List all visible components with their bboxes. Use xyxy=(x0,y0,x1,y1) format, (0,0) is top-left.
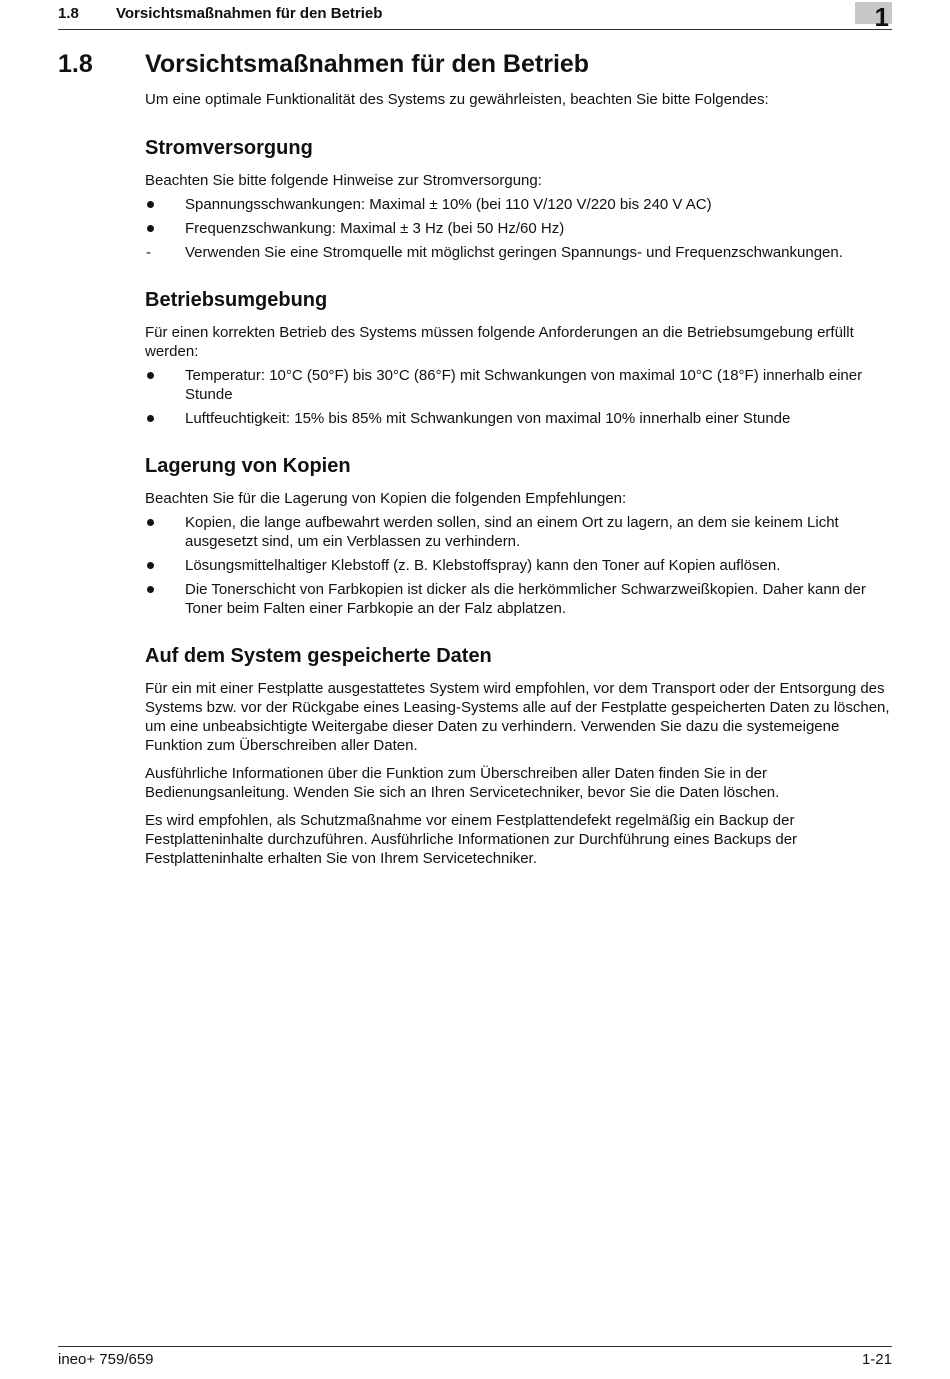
header-section-number: 1.8 xyxy=(58,5,79,22)
data-heading: Auf dem System gespeicherte Daten xyxy=(145,645,492,667)
page-title-number: 1.8 xyxy=(58,50,93,78)
storage-heading: Lagerung von Kopien xyxy=(145,455,351,477)
list-item xyxy=(145,219,893,238)
header-section-title: Vorsichtsmaßnahmen für den Betrieb xyxy=(116,5,383,22)
list-item xyxy=(145,513,893,551)
footer-page-number: 1-21 xyxy=(861,1351,892,1368)
page-title xyxy=(58,50,589,79)
chapter-number: 1 xyxy=(874,2,889,32)
page-title-text: Vorsichtsmaßnahmen für den Betrieb xyxy=(145,50,590,78)
list-item xyxy=(145,556,893,575)
list-item-text: Die Tonerschicht von Farbkopien ist dicker als die herkömmlicher Schwarzweißkopien. Daher kann der Toner beim Falten einer Farbkopie an der Falz abplatzen. xyxy=(185,581,866,617)
dash-marker: - xyxy=(146,244,151,261)
main-content xyxy=(145,90,893,877)
list-item-text: Frequenzschwankung: Maximal ± 3 Hz (bei 50 Hz/60 Hz) xyxy=(185,220,565,237)
note-item xyxy=(145,243,893,262)
list-item-text: Kopien, die lange aufbewahrt werden sollen, sind an einem Ort zu lagern, an dem sie keinem Licht ausgesetzt sind, um ein Verblassen zu verhindern. xyxy=(185,514,839,550)
list-item-text: Spannungsschwankungen: Maximal ± 10% (bei 110 V/120 V/220 bis 240 V AC) xyxy=(185,196,712,213)
chapter-tab xyxy=(855,2,892,32)
note-text: Verwenden Sie eine Stromquelle mit möglichst geringen Spannungs- und Frequenzschwankungen. xyxy=(185,244,843,261)
data-paragraph: Es wird empfohlen, als Schutzmaßnahme vor einem Festplattendefekt regelmäßig ein Backup der Festplatteninhalte durchzuführen. Ausführliche Informationen zur Durchführung eines Backups der Festplatteninhalte erhalten Sie von Ihrem Servicetechniker. xyxy=(145,812,798,867)
data-paragraph: Für ein mit einer Festplatte ausgestattetes System wird empfohlen, vor dem Transport oder der Entsorgung des Systems bzw. vor der Rückgabe eines Leasing-Systems alle auf der Festplatte gespeicherten Daten zu löschen, um eine unbeabsichtigte Weitergabe dieser Daten zu verhindern. Verwenden Sie dazu die systemeigene Funktion zum Überschreiben aller Daten. xyxy=(145,680,890,754)
list-item xyxy=(145,195,893,214)
storage-lead: Beachten Sie für die Lagerung von Kopien die folgenden Empfehlungen: xyxy=(145,490,627,507)
list-item-text: Luftfeuchtigkeit: 15% bis 85% mit Schwankungen von maximal 10% innerhalb einer Stunde xyxy=(185,410,791,427)
footer-product: ineo+ 759/659 xyxy=(58,1351,154,1368)
environment-lead: Für einen korrekten Betrieb des Systems müssen folgende Anforderungen an die Betriebsumgebung erfüllt werden: xyxy=(145,324,854,360)
list-item xyxy=(145,409,893,428)
list-item xyxy=(145,580,893,618)
running-header xyxy=(58,0,892,30)
page-footer xyxy=(58,1346,892,1368)
list-item-text: Lösungsmittelhaltiger Klebstoff (z. B. Klebstoffspray) kann den Toner auf Kopien auflösen. xyxy=(185,557,781,574)
power-heading: Stromversorgung xyxy=(145,137,313,159)
data-paragraph: Ausführliche Informationen über die Funktion zum Überschreiben aller Daten finden Sie in der Bedienungsanleitung. Wenden Sie sich an Ihren Servicetechniker, bevor Sie die Daten löschen. xyxy=(145,765,780,801)
environment-heading: Betriebsumgebung xyxy=(145,289,328,311)
intro-paragraph: Um eine optimale Funktionalität des Systems zu gewährleisten, beachten Sie bitte Folgendes: xyxy=(145,91,769,108)
list-item xyxy=(145,366,893,404)
list-item-text: Temperatur: 10°C (50°F) bis 30°C (86°F) mit Schwankungen von maximal 10°C (18°F) innerhalb einer Stunde xyxy=(185,367,863,403)
power-lead: Beachten Sie bitte folgende Hinweise zur Stromversorgung: xyxy=(145,172,542,189)
